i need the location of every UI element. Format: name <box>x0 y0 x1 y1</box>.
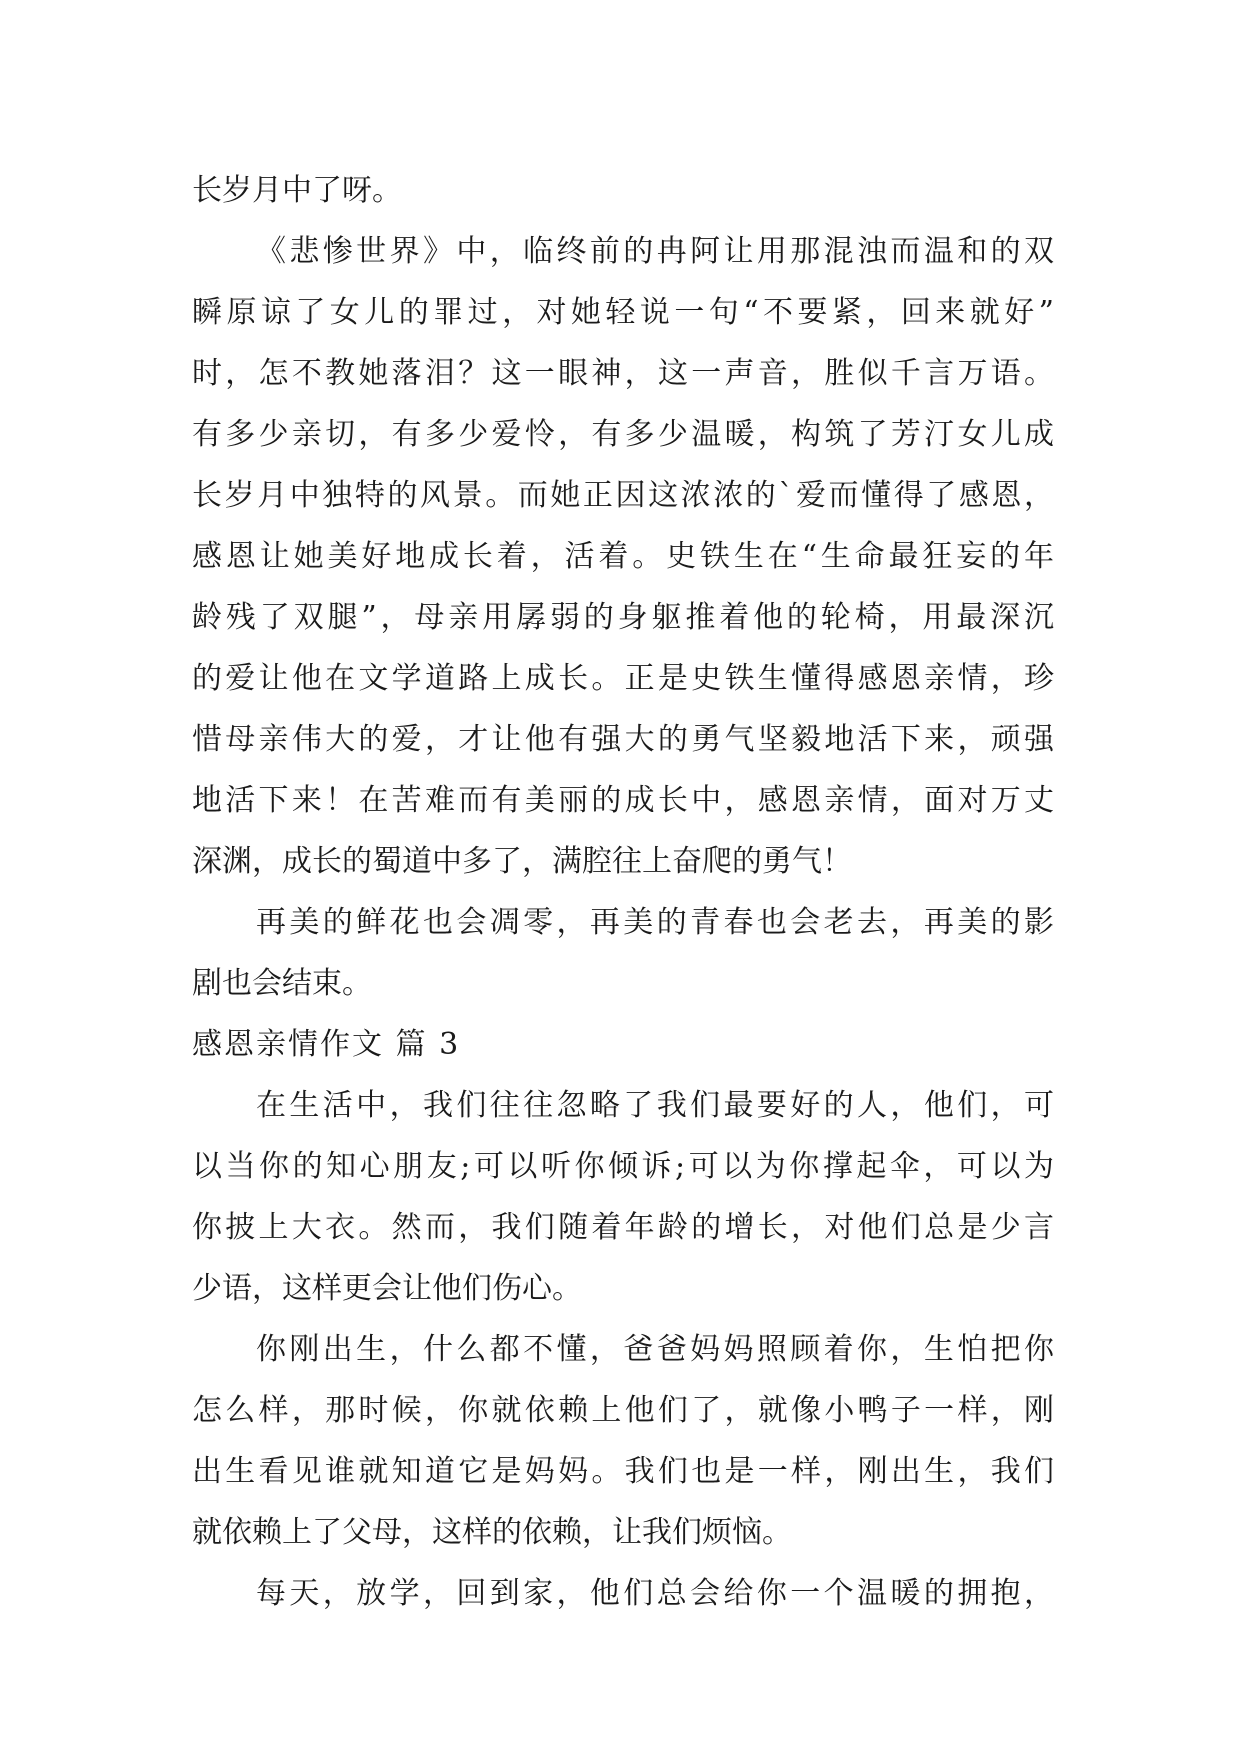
section-heading: 感恩亲情作文 篇 3 <box>192 1027 461 1062</box>
text-line: 瞬原谅了女儿的罪过，对她轻说一句“不要紧，回来就好” <box>192 295 1054 330</box>
text-line: 感恩让她美好地成长着，活着。史铁生在“生命最狂妄的年 <box>192 539 1054 574</box>
paragraph-first-line: 《悲惨世界》中，临终前的冉阿让用那混浊而温和的双 <box>256 234 1054 269</box>
text-line: 地活下来！在苦难而有美丽的成长中，感恩亲情，面对万丈 <box>192 783 1054 818</box>
document-body <box>192 160 1054 1624</box>
text-line: 就依赖上了父母，这样的依赖，让我们烦恼。 <box>192 1515 792 1550</box>
paragraph-first-line: 每天，放学，回到家，他们总会给你一个温暖的拥抱， <box>256 1576 1054 1611</box>
text-line: 长岁月中了呀。 <box>192 173 402 208</box>
text-line: 有多少亲切，有多少爱怜，有多少温暖，构筑了芳汀女儿成 <box>192 417 1054 452</box>
text-line: 时，怎不教她落泪？这一眼神，这一声音，胜似千言万语。 <box>192 356 1054 391</box>
paragraph-first-line: 你刚出生，什么都不懂，爸爸妈妈照顾着你，生怕把你 <box>256 1332 1054 1367</box>
paragraph-first-line: 在生活中，我们往往忽略了我们最要好的人，他们，可 <box>256 1088 1054 1123</box>
text-line: 少语，这样更会让他们伤心。 <box>192 1271 582 1306</box>
text-line: 长岁月中独特的风景。而她正因这浓浓的`爱而懂得了感恩， <box>192 478 1054 513</box>
text-line: 深渊，成长的蜀道中多了，满腔往上奋爬的勇气！ <box>192 844 852 879</box>
text-line: 剧也会结束。 <box>192 966 372 1001</box>
text-line: 的爱让他在文学道路上成长。正是史铁生懂得感恩亲情，珍 <box>192 661 1054 696</box>
text-line: 你披上大衣。然而，我们随着年龄的增长，对他们总是少言 <box>192 1210 1054 1245</box>
text-line: 以当你的知心朋友;可以听你倾诉;可以为你撑起伞，可以为 <box>192 1149 1054 1184</box>
text-line: 龄残了双腿”，母亲用孱弱的身躯推着他的轮椅，用最深沉 <box>192 600 1054 635</box>
text-line: 怎么样，那时候，你就依赖上他们了，就像小鸭子一样，刚 <box>192 1393 1054 1428</box>
text-line: 出生看见谁就知道它是妈妈。我们也是一样，刚出生，我们 <box>192 1454 1054 1489</box>
paragraph-first-line: 再美的鲜花也会凋零，再美的青春也会老去，再美的影 <box>256 905 1054 940</box>
text-line: 惜母亲伟大的爱，才让他有强大的勇气坚毅地活下来，顽强 <box>192 722 1054 757</box>
